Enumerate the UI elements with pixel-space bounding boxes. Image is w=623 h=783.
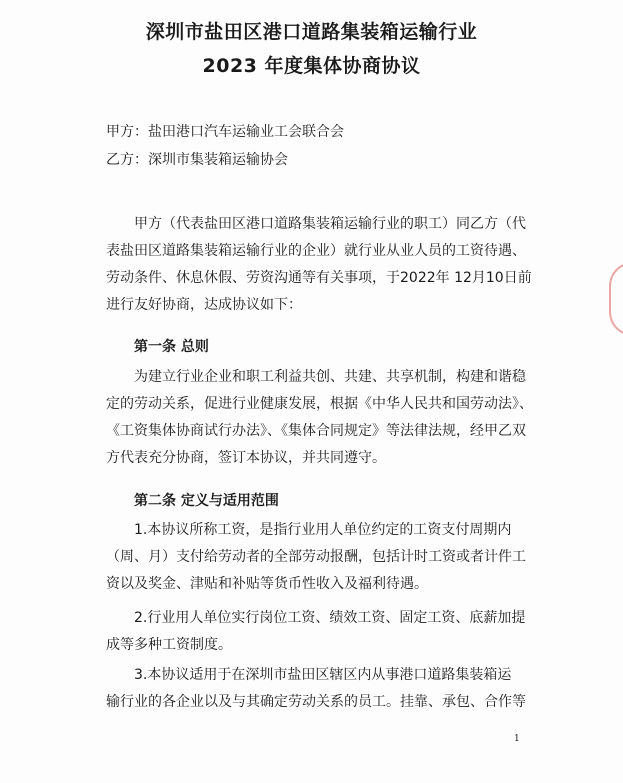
clause-1-line: 资以及奖金、津贴和补贴等货币性收入及福利待遇。: [106, 576, 428, 592]
document-title-line-2: 2023 年度集体协商协议: [202, 55, 421, 77]
preamble-line: 甲方（代表盐田区港口道路集装箱运输行业的职工）同乙方（代: [134, 216, 526, 232]
preamble-line: 进行友好协商，达成协议如下：: [106, 297, 302, 313]
clause-1-line: （周、月）支付给劳动者的全部劳动报酬，包括计时工资或者计件工: [106, 549, 526, 565]
article-2-clause-2: [106, 605, 546, 659]
party-a: 甲方：盐田港口汽车运输业工会联合会: [106, 124, 344, 140]
article-2-clause-1: [106, 517, 546, 598]
article-1-line: 为建立行业企业和职工利益共创、共建、共享机制，构建和谐稳: [134, 369, 526, 385]
clause-3-line: 3.本协议适用于在深圳市盐田区辖区内从事港口道路集装箱运: [134, 667, 512, 683]
article-2-clause-3: [106, 662, 546, 716]
document-title-line-1: 深圳市盐田区港口道路集装箱运输行业: [145, 21, 478, 43]
preamble-line: 表盐田区道路集装箱运输行业的企业）就行业从业人员的工资待遇、: [106, 243, 526, 259]
clause-2-line: 2.行业用人单位实行岗位工资、绩效工资、固定工资、底薪加提: [134, 610, 526, 626]
clause-3-line: 输行业的各企业以及与其确定劳动关系的员工。挂靠、承包、合作等: [106, 694, 526, 710]
article-1-heading-block: [106, 334, 546, 361]
article-2-heading: 第二条 定义与适用范围: [134, 493, 279, 509]
party-b: 乙方：深圳市集装箱运输协会: [106, 152, 288, 168]
article-1-paragraph: [106, 364, 546, 472]
preamble-line: 劳动条件、休息休假、劳资沟通等有关事项，于2022年 12月10日前: [106, 270, 532, 286]
article-2-heading-block: [106, 488, 546, 515]
clause-2-line: 成等多种工资制度。: [106, 637, 232, 653]
clause-1-line: 1.本协议所称工资，是指行业用人单位约定的工资支付周期内: [134, 522, 512, 538]
article-1-line: 《工资集体协商试行办法》、《集体合同规定》等法律法规，经甲乙双: [106, 423, 526, 439]
article-1-heading: 第一条 总则: [134, 339, 209, 355]
seal-edge-mark: [609, 262, 623, 336]
preamble-paragraph: [106, 211, 546, 319]
article-1-line: 定的劳动关系，促进行业健康发展，根据《中华人民共和国劳动法》、: [106, 396, 533, 412]
article-1-line: 方代表充分协商，签订本协议，并共同遵守。: [106, 450, 386, 466]
page-number: 1: [514, 734, 520, 744]
